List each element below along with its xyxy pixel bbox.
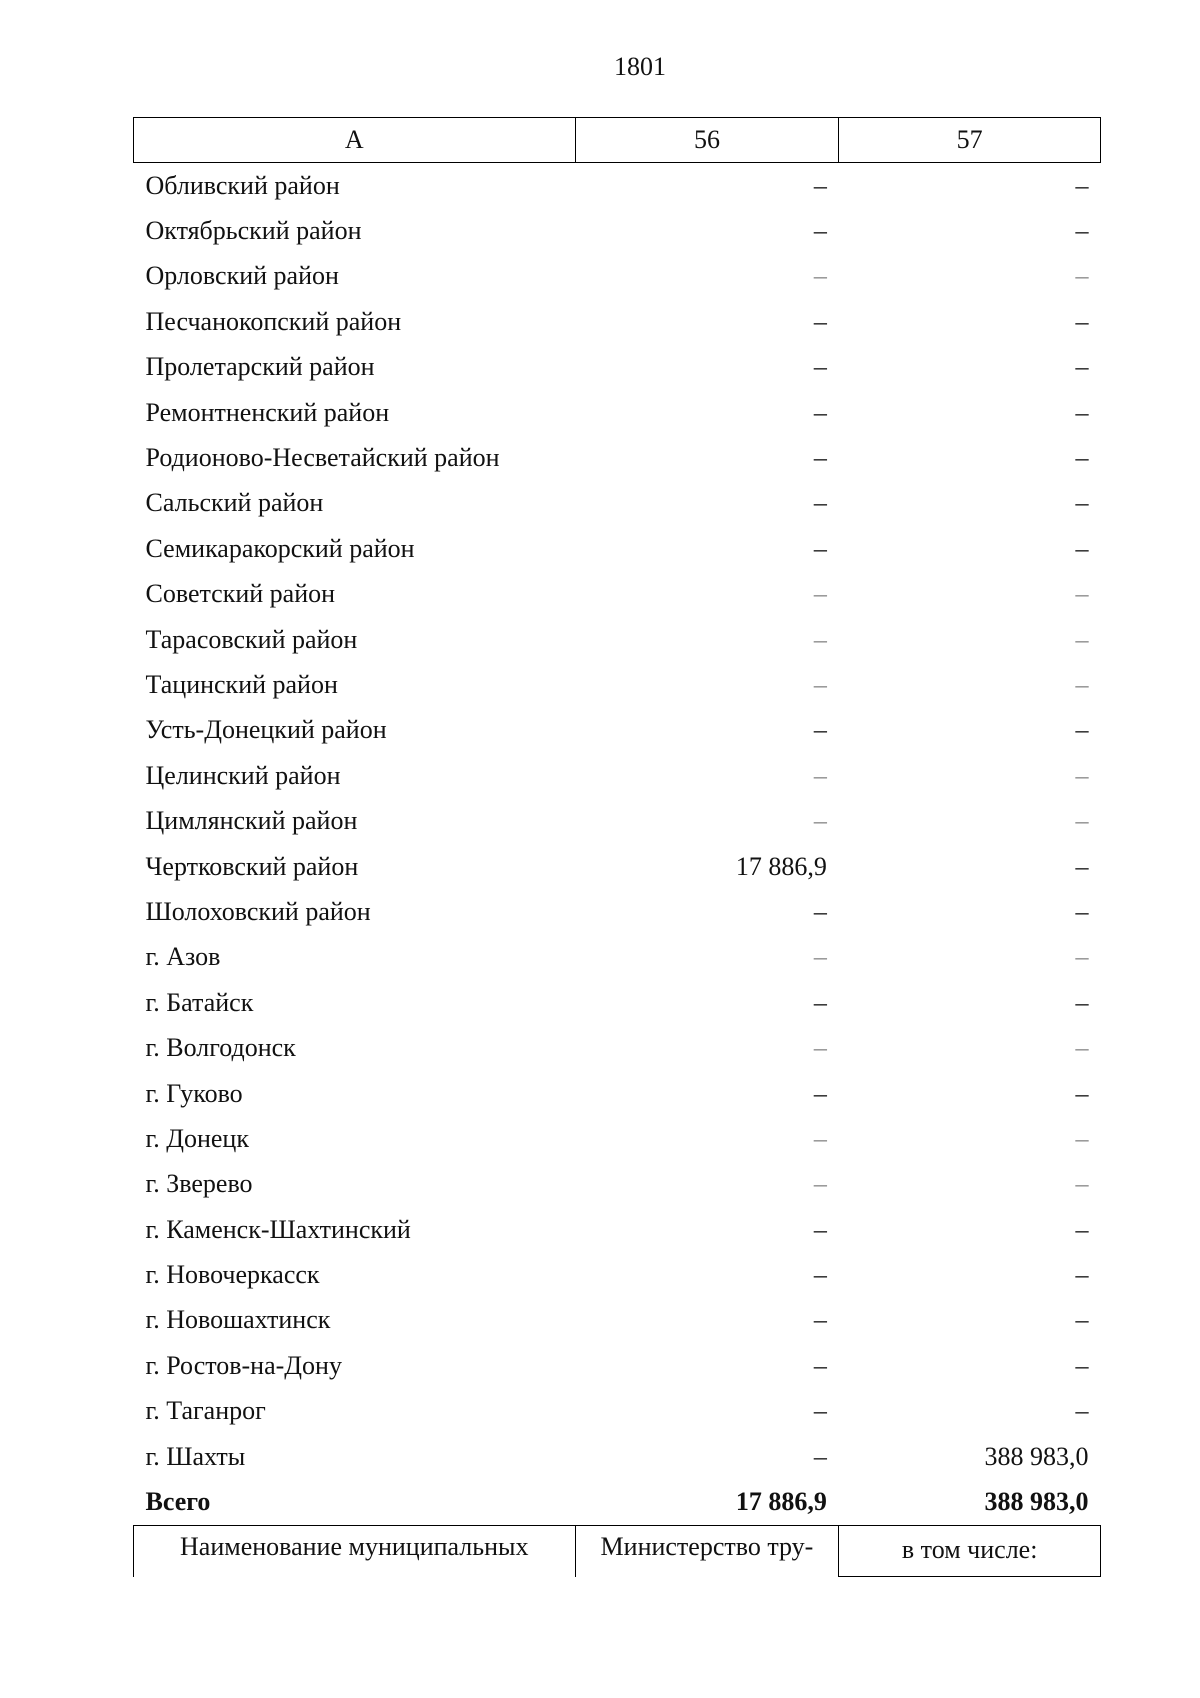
row-name-cell: г. Каменск-Шахтинский [145,1214,411,1244]
row-value-cell-57: – [1075,1078,1089,1108]
table-row [134,345,1101,390]
row-value-cell-57: – [1075,443,1089,473]
row-value-cell-57: 388 983,0 [984,1441,1089,1471]
row-value-cell-56: – [813,624,827,654]
row-value-cell-57: – [1075,1396,1089,1426]
row-value-cell-56: – [813,352,827,382]
row-value-cell-56: – [813,261,827,291]
row-name-cell: Тацинский район [145,669,338,699]
page-number: 1801 [614,52,666,81]
row-value-cell-57: – [1075,488,1089,518]
table-row [134,1162,1101,1207]
row-value-cell-56: – [813,1260,827,1290]
table-row [134,1207,1101,1252]
table-row [134,435,1101,480]
row-value-cell-57: – [1075,987,1089,1017]
row-value-cell-56: – [813,669,827,699]
row-value-cell-57: – [1075,216,1089,246]
row-value-cell-56: – [813,942,827,972]
row-value-cell-57: – [1075,306,1089,336]
row-name-cell: Октябрьский район [145,216,362,246]
table-row [134,1116,1101,1161]
table-row [134,662,1101,707]
row-value-cell-56: – [813,397,827,427]
table-row [134,1252,1101,1297]
row-value-cell-57: – [1075,579,1089,609]
row-value-cell-56: – [813,443,827,473]
row-value-cell-56: – [813,1078,827,1108]
row-value-cell-57: – [1075,533,1089,563]
row-name-cell: Пролетарский район [145,352,375,382]
table-row [134,889,1101,934]
row-name-cell: Усть-Донецкий район [145,715,387,745]
continuation-header-row [134,1525,1101,1577]
row-value-cell-57: – [1075,1033,1089,1063]
row-name-cell: г. Батайск [145,987,254,1017]
table-row [134,980,1101,1025]
row-name-cell: Семикаракорский район [145,533,415,563]
table-row [134,1343,1101,1388]
table-row [134,1298,1101,1343]
row-name-cell: г. Шахты [145,1441,246,1471]
row-value-cell-57: – [1075,715,1089,745]
row-value-cell-57: – [1075,624,1089,654]
row-value-cell-56: – [813,579,827,609]
table-row [134,390,1101,435]
row-name-cell: Песчанокопский район [145,306,402,336]
continuation-header-cell: Министерство тру- [575,1525,839,1577]
table-row [134,1389,1101,1434]
row-value-cell-57: – [1075,397,1089,427]
row-name-cell: Цимлянский район [145,806,358,836]
data-table [133,117,1101,1577]
table-row [134,208,1101,253]
total-value-56: 17 886,9 [735,1487,827,1517]
row-name-cell: г. Азов [145,942,221,972]
table-row [134,617,1101,662]
row-value-cell-57: – [1075,1305,1089,1335]
row-name-cell: г. Новошахтинск [145,1305,331,1335]
row-value-cell-56: – [813,533,827,563]
row-value-cell-56: – [813,715,827,745]
row-name-cell: г. Донецк [145,1123,249,1153]
row-name-cell: Чертковский район [145,851,359,881]
table-row [134,798,1101,843]
header-cell-57: 57 [839,118,1101,163]
row-value-cell-56: – [813,1214,827,1244]
row-name-cell: Целинский район [145,760,341,790]
table-row [134,753,1101,798]
continuation-header-cell: Наименование муниципальных [134,1525,576,1577]
row-value-cell-56: – [813,987,827,1017]
row-value-cell-57: – [1075,261,1089,291]
row-value-cell-57: – [1075,851,1089,881]
row-value-cell-56: 17 886,9 [735,851,827,881]
total-label: Всего [145,1487,211,1517]
row-name-cell: Ремонтненский район [145,397,390,427]
table-row [134,254,1101,299]
row-value-cell-56: – [813,1350,827,1380]
row-value-cell-57: – [1075,896,1089,926]
total-row [134,1479,1101,1525]
row-value-cell-56: – [813,488,827,518]
row-value-cell-56: – [813,306,827,336]
row-value-cell-56: – [813,170,827,200]
row-value-cell-56: – [813,896,827,926]
table-row [134,1071,1101,1116]
table-row [134,844,1101,889]
row-name-cell: Шолоховский район [145,896,371,926]
row-value-cell-57: – [1075,1350,1089,1380]
row-value-cell-57: – [1075,942,1089,972]
row-value-cell-56: – [813,1033,827,1063]
row-value-cell-56: – [813,1305,827,1335]
row-value-cell-57: – [1075,170,1089,200]
total-value-57: 388 983,0 [984,1487,1089,1517]
header-cell-56: 56 [575,118,839,163]
table-row [134,481,1101,526]
row-name-cell: Родионово-Несветайский район [145,443,500,473]
row-value-cell-56: – [813,216,827,246]
table-row [134,163,1101,209]
row-value-cell-57: – [1075,760,1089,790]
row-value-cell-56: – [813,1169,827,1199]
row-name-cell: г. Новочеркасск [145,1260,320,1290]
header-cell-a: А [134,118,576,163]
row-value-cell-56: – [813,1123,827,1153]
row-value-cell-56: – [813,1441,827,1471]
row-name-cell: г. Зверево [145,1169,253,1199]
row-value-cell-56: – [813,806,827,836]
row-name-cell: г. Ростов-на-Дону [145,1350,342,1380]
row-name-cell: Обливский район [145,170,340,200]
row-value-cell-57: – [1075,1123,1089,1153]
row-value-cell-57: – [1075,1214,1089,1244]
row-value-cell-56: – [813,1396,827,1426]
table-row [134,299,1101,344]
row-value-cell-57: – [1075,1169,1089,1199]
row-value-cell-57: – [1075,1260,1089,1290]
row-name-cell: г. Волгодонск [145,1033,296,1063]
row-value-cell-56: – [813,760,827,790]
row-value-cell-57: – [1075,352,1089,382]
continuation-header-cell: в том числе: [839,1525,1101,1577]
table-row [134,526,1101,571]
table-row [134,708,1101,753]
row-name-cell: Тарасовский район [145,624,358,654]
row-value-cell-57: – [1075,669,1089,699]
row-name-cell: Советский район [145,579,336,609]
table-header-row [134,118,1101,163]
row-value-cell-57: – [1075,806,1089,836]
row-name-cell: г. Гуково [145,1078,243,1108]
table-row [134,1025,1101,1070]
table-row [134,1434,1101,1479]
row-name-cell: Орловский район [145,261,339,291]
table-row [134,935,1101,980]
row-name-cell: Сальский район [145,488,324,518]
table-row [134,572,1101,617]
row-name-cell: г. Таганрог [145,1396,266,1426]
